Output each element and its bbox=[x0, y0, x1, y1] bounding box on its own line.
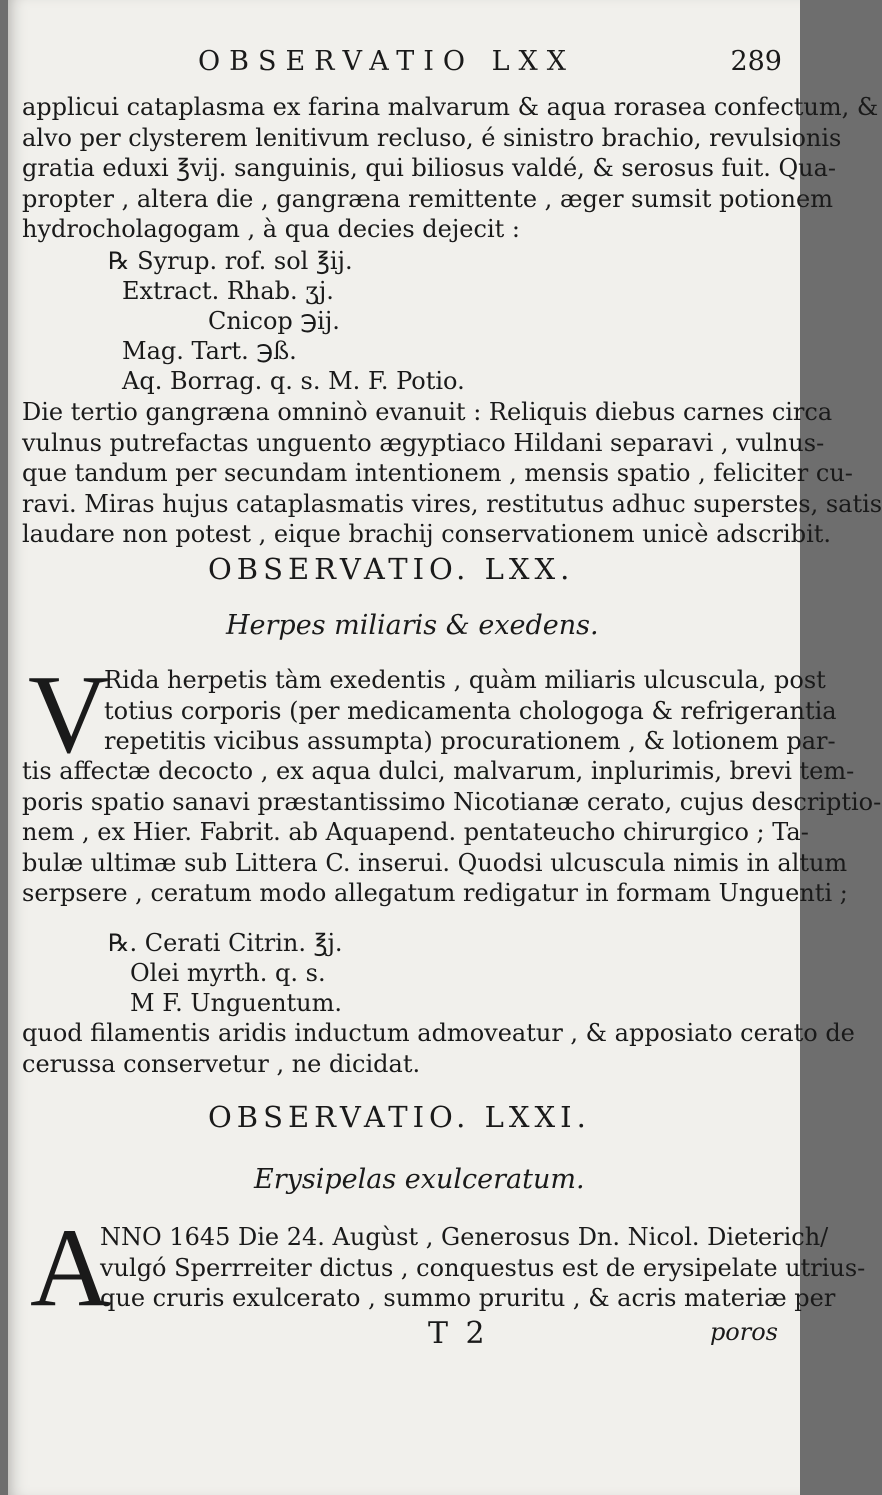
recipe-line: Mag. Tart. ℈ß. bbox=[122, 337, 297, 365]
drop-cap: A bbox=[30, 1206, 111, 1330]
signature-mark: T 2 bbox=[428, 1316, 489, 1351]
text-line: quod filamentis aridis inductum admoveatur , & apposiato cerato de bbox=[22, 1019, 855, 1047]
text-line: NNO 1645 Die 24. Augùst , Generosus Dn. Nicol. Dieterich/ bbox=[100, 1223, 829, 1251]
section-lxx-closing bbox=[22, 1018, 855, 1079]
text-line: repetitis vicibus assumpta) procurationem , & lotionem par- bbox=[104, 727, 836, 755]
section-lxx-paragraph bbox=[22, 756, 882, 909]
text-line: vulnus putrefactas unguento ægyptiaco Hildani separavi , vulnus- bbox=[22, 428, 825, 457]
text-line: propter , altera die , gangræna remittente , æger sumsit potionem bbox=[22, 184, 833, 213]
text-line: totius corporis (per medicamenta chologoga & refrigerantia bbox=[104, 696, 837, 725]
recipe-line: Extract. Rhab. ʒj. bbox=[122, 277, 334, 305]
text-line: alvo per clysterem lenitivum recluso, é sinistro brachio, revulsionis bbox=[22, 123, 842, 152]
text-line: cerussa conservetur , ne dicidat. bbox=[22, 1049, 421, 1078]
text-line: bulæ ultimæ sub Littera C. inserui. Quodsi ulcuscula nimis in altum bbox=[22, 848, 848, 877]
text-line: vulgó Sperrreiter dictus , conquestus est de erysipelate utrius- bbox=[100, 1253, 866, 1282]
recipe-line: Aq. Borrag. q. s. M. F. Potio. bbox=[122, 367, 465, 395]
book-page bbox=[8, 0, 882, 1495]
text-line: ravi. Miras hujus cataplasmatis vires, restitutus adhuc superstes, satis bbox=[22, 489, 882, 518]
text-line: que tandum per secundam intentionem , mensis spatio , feliciter cu- bbox=[22, 459, 853, 487]
recipe-line: M F. Unguentum. bbox=[130, 989, 343, 1017]
recipe-line: Olei myrth. q. s. bbox=[130, 959, 326, 987]
recipe-line: ℞ Syrup. rof. sol ℥ij. bbox=[108, 247, 353, 275]
section-subtitle-lxxi: Erysipelas exulceratum. bbox=[254, 1164, 585, 1195]
recipe-line: Cnicop ℈ij. bbox=[208, 307, 340, 335]
text-line: que cruris exulcerato , summo pruritu , & acris materiæ per bbox=[100, 1284, 836, 1312]
section-title-lxxi: OBSERVATIO. LXXI. bbox=[208, 1100, 591, 1134]
text-line: laudare non potest , eique brachij conservationem unicè adscribit. bbox=[22, 520, 832, 548]
section-subtitle-lxx: Herpes miliaris & exedens. bbox=[226, 610, 599, 641]
section-lxx-indented-lines bbox=[104, 665, 837, 757]
running-head-title: OBSERVATIO LXX bbox=[198, 46, 576, 77]
text-line: Rida herpetis tàm exedentis , quàm miliaris ulcuscula, post bbox=[104, 666, 826, 694]
catchword: poros bbox=[709, 1318, 778, 1346]
text-line: gratia eduxi ℥vij. sanguinis, qui biliosus valdé, & serosus fuit. Qua- bbox=[22, 154, 837, 182]
recipe-line: ℞. Cerati Citrin. ℥j. bbox=[108, 929, 343, 957]
text-line: tis affectæ decocto , ex aqua dulci, malvarum, inplurimis, brevi tem- bbox=[22, 757, 855, 785]
text-line: nem , ex Hier. Fabrit. ab Aquapend. pentateucho chirurgico ; Ta- bbox=[22, 818, 809, 846]
text-line: poris spatio sanavi præstantissimo Nicotianæ cerato, cujus descriptio- bbox=[22, 787, 882, 816]
intro-paragraph bbox=[22, 92, 879, 245]
section-lxxi-lines bbox=[100, 1222, 866, 1314]
text-line: serpsere , ceratum modo allegatum redigatur in formam Unguenti ; bbox=[22, 879, 848, 907]
text-line: hydrocholagogam , à qua decies dejecit : bbox=[22, 215, 520, 243]
text-line: Die tertio gangræna omninò evanuit : Reliquis diebus carnes circa bbox=[22, 398, 833, 426]
closing-paragraph bbox=[22, 397, 882, 550]
page-number: 289 bbox=[730, 46, 782, 77]
section-title-lxx: OBSERVATIO. LXX. bbox=[208, 552, 575, 586]
drop-cap: V bbox=[28, 653, 109, 777]
text-line: applicui cataplasma ex farina malvarum & aqua rorasea confectum, & bbox=[22, 93, 879, 121]
